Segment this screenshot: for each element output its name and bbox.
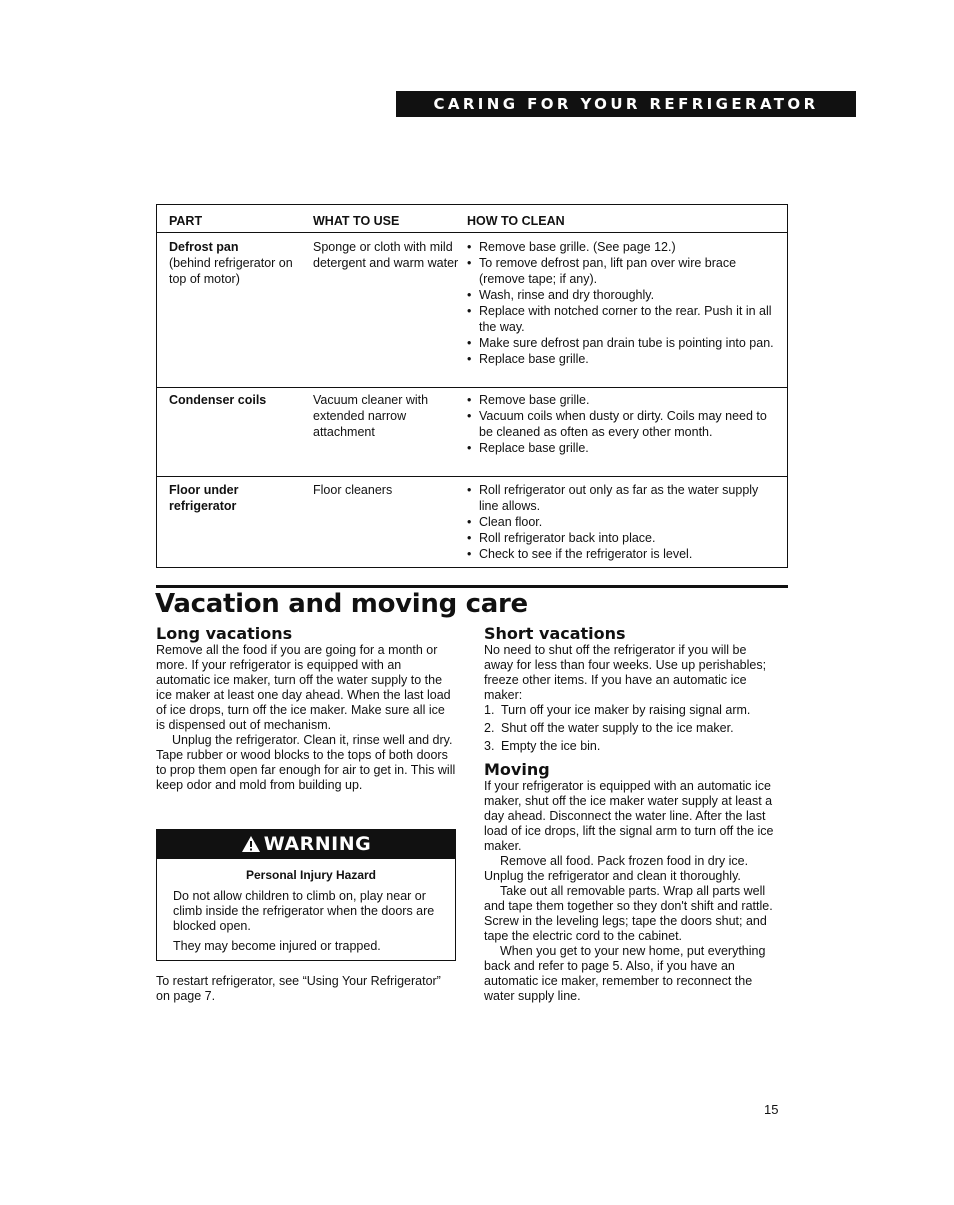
list-item: 3. Empty the ice bin. <box>484 739 601 753</box>
page-title: Vacation and moving care <box>155 589 528 619</box>
short-vacations-steps <box>484 703 776 754</box>
long-vacations-text: Remove all the food if you are going for a month or more. If your refrigerator is equipped with an automatic ice maker, turn off the water supply to the ice maker at least one day ahead. When the last load of ice drops, turn off the ice maker. Make sure all ice is dispensed out of mechanism. <box>156 643 451 732</box>
header-part: PART <box>169 214 203 228</box>
how-to-clean-list <box>467 482 779 562</box>
list-item: • Vacuum coils when dusty or dirty. Coils may need to be cleaned as often as every other month. <box>467 408 779 440</box>
long-vacations-text: Unplug the refrigerator. Clean it, rinse well and dry. Tape rubber or wood blocks to the tops of both doors to prop them open far enough for air to get in. This will keep odor and mold from building up. <box>156 733 456 792</box>
table-row <box>157 477 787 568</box>
list-item: • Check to see if the refrigerator is level. <box>467 546 779 562</box>
warning-triangle-icon <box>241 835 261 853</box>
long-vacations-column <box>156 626 456 793</box>
restart-note: To restart refrigerator, see “Using Your Refrigerator” on page 7. <box>156 974 441 1003</box>
list-item: • Wash, rinse and dry thoroughly. <box>467 287 779 303</box>
short-vacations-text: No need to shut off the refrigerator if you will be away for less than four weeks. Use up perishables; freeze other items. If you have an automatic ice maker: <box>484 643 767 702</box>
page-number: 15 <box>764 1102 779 1117</box>
hazard-title: Personal Injury Hazard <box>245 868 377 882</box>
table-row <box>157 388 787 477</box>
warning-text: They may become injured or trapped. <box>173 939 381 953</box>
how-to-clean-list <box>467 239 779 367</box>
header-how-to-clean: HOW TO CLEAN <box>467 214 565 228</box>
section-divider <box>156 585 788 588</box>
list-item: • Remove base grille. (See page 12.) <box>467 239 779 255</box>
list-item: • Replace with notched corner to the rear. Push it in all the way. <box>467 303 779 335</box>
section-header-title: CARING FOR YOUR REFRIGERATOR <box>433 95 819 113</box>
warning-box <box>156 829 456 961</box>
list-item: • Make sure defrost pan drain tube is pointing into pan. <box>467 335 779 351</box>
warning-text: Do not allow children to climb on, play near or climb inside the refrigerator when the doors are blocked open. <box>173 889 435 933</box>
short-vacations-heading: Short vacations <box>484 624 626 643</box>
moving-text: Remove all food. Pack frozen food in dry ice. Unplug the refrigerator and clean it thoroughly. <box>484 854 749 883</box>
list-item: • Replace base grille. <box>467 440 779 456</box>
part-name: Defrost pan <box>169 240 239 254</box>
list-item: • Roll refrigerator out only as far as the water supply line allows. <box>467 482 779 514</box>
part-name: Condenser coils <box>169 393 267 407</box>
table-row <box>157 233 787 388</box>
warning-banner <box>156 829 456 859</box>
list-item: • Replace base grille. <box>467 351 779 367</box>
list-item: • Remove base grille. <box>467 392 779 408</box>
moving-text: If your refrigerator is equipped with an automatic ice maker, shut off the ice maker water supply at least a day ahead. Disconnect the water line. After the last load of ice drops, lift the signal arm to turn off the ice maker. <box>484 779 774 853</box>
moving-text: Take out all removable parts. Wrap all parts well and tape them together so they don't shift and rattle. Screw in the leveling legs; tape the doors shut; and tape the electric cord to the cabinet. <box>484 884 773 943</box>
list-item: • To remove defrost pan, lift pan over wire brace (remove tape; if any). <box>467 255 779 287</box>
what-to-use: Sponge or cloth with mild detergent and warm water <box>313 240 459 270</box>
moving-text: When you get to your new home, put everything back and refer to page 5. Also, if you have an automatic ice maker, remember to reconnect the water supply line. <box>484 944 766 1003</box>
what-to-use: Floor cleaners <box>313 483 393 497</box>
table-header <box>157 205 787 233</box>
warning-body <box>173 868 449 954</box>
list-item: • Clean floor. <box>467 514 779 530</box>
long-vacations-heading: Long vacations <box>156 624 293 643</box>
what-to-use: Vacuum cleaner with extended narrow attachment <box>313 393 429 439</box>
short-vacations-column <box>484 626 776 1004</box>
warning-label: WARNING <box>263 833 372 855</box>
moving-heading: Moving <box>484 760 550 779</box>
part-name: Floor under refrigerator <box>169 483 239 513</box>
cleaning-table <box>156 204 788 568</box>
how-to-clean-list <box>467 392 779 456</box>
part-note: (behind refrigerator on top of motor) <box>169 256 293 286</box>
list-item: • Roll refrigerator back into place. <box>467 530 779 546</box>
header-what-to-use: WHAT TO USE <box>313 214 400 228</box>
list-item: 2. Shut off the water supply to the ice maker. <box>484 721 734 735</box>
section-header <box>396 91 856 117</box>
list-item: 1. Turn off your ice maker by raising signal arm. <box>484 703 751 717</box>
